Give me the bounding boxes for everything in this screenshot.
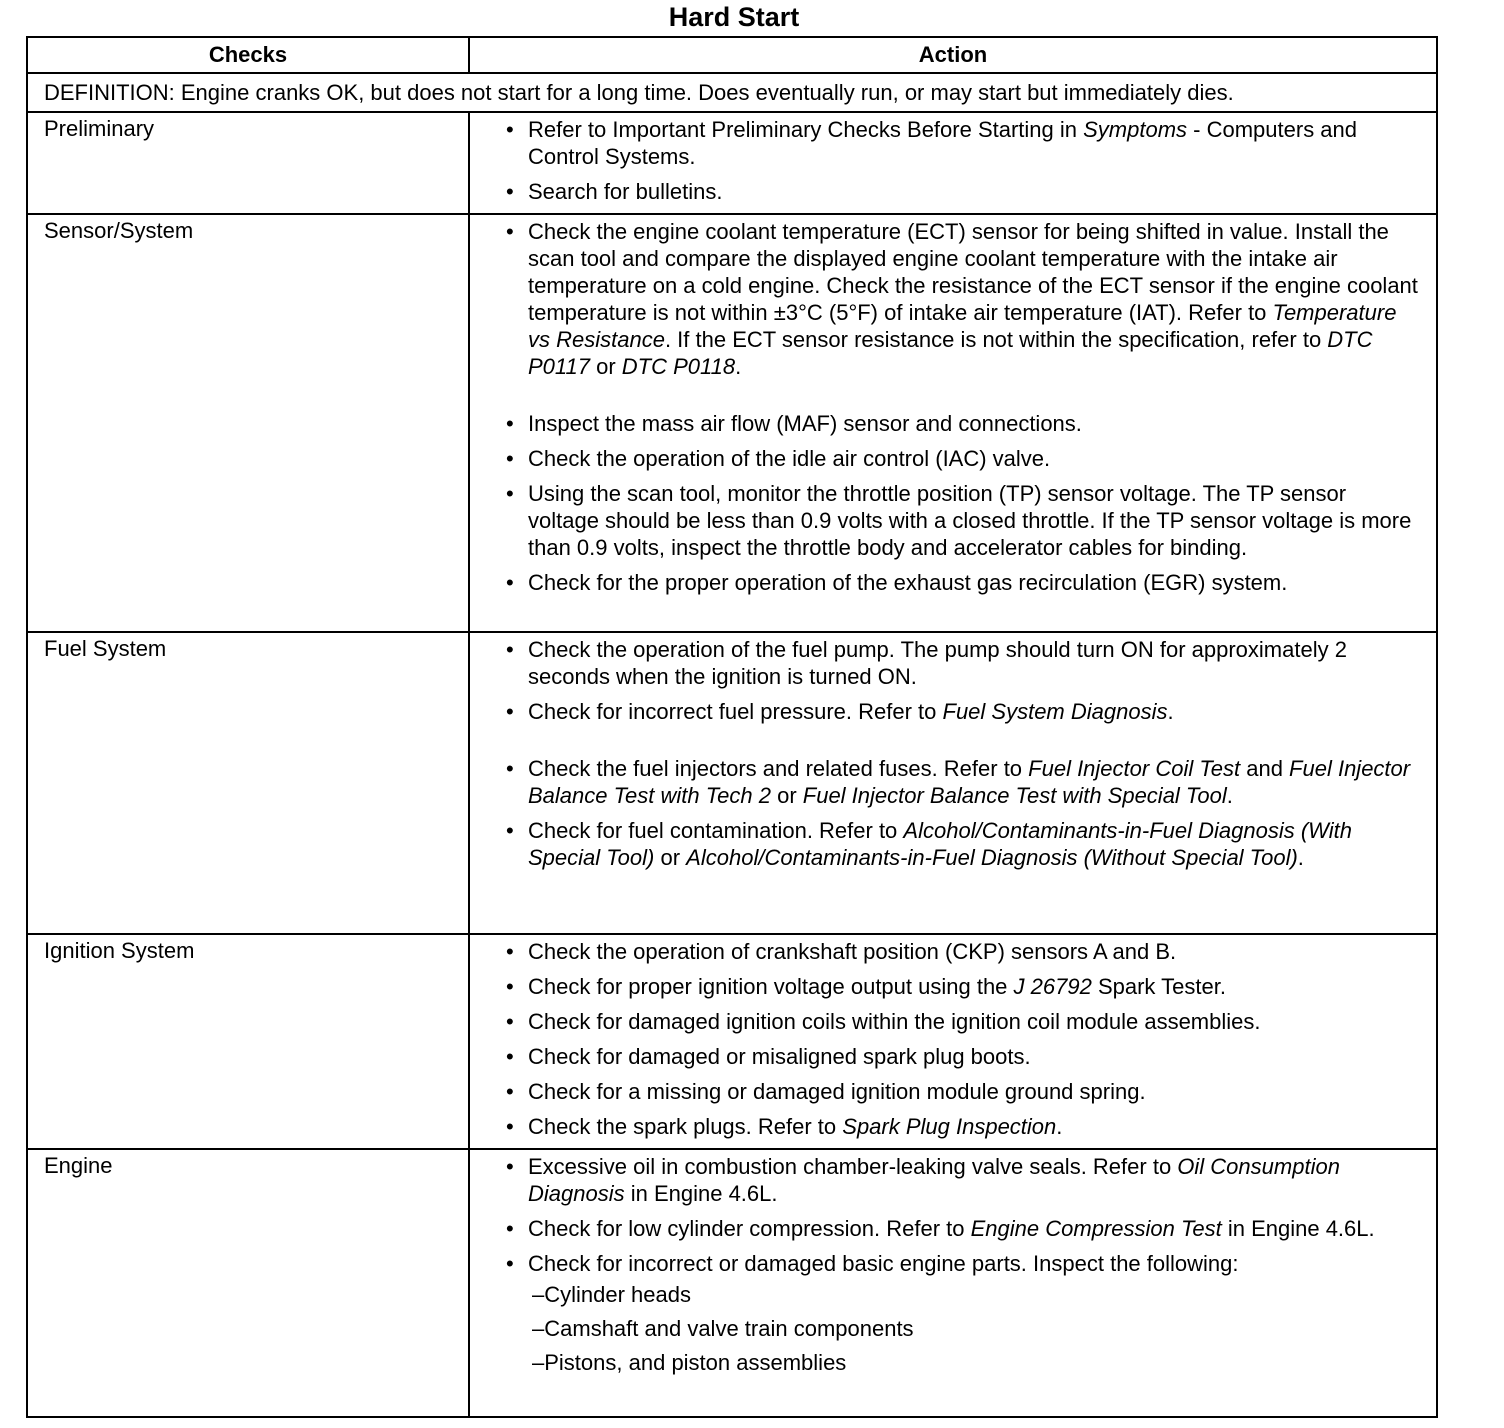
list-item: • Check the operation of the fuel pump. The pump should turn ON for approximately 2 seconds when the ignition is turned ON. xyxy=(502,636,1420,690)
list-item: • Check for damaged ignition coils within the ignition coil module assemblies. xyxy=(502,1008,1420,1035)
diagnostic-table xyxy=(26,36,1438,1418)
list-item: • Check for incorrect fuel pressure. Refer to Fuel System Diagnosis. xyxy=(502,698,1420,725)
list-item: • Search for bulletins. xyxy=(502,178,1420,205)
table-row xyxy=(27,112,1437,214)
check-label-ignition-system: Ignition System xyxy=(27,934,469,1149)
list-item: • Refer to Important Preliminary Checks Before Starting in Symptoms - Computers and Control Systems. xyxy=(502,116,1420,170)
list-item: • Check for low cylinder compression. Refer to Engine Compression Test in Engine 4.6L. xyxy=(502,1215,1420,1242)
check-label-engine: Engine xyxy=(27,1149,469,1417)
list-item: • Check the fuel injectors and related fuses. Refer to Fuel Injector Coil Test and Fuel Injector Balance Test with Tech 2 or Fuel Injector Balance Test with Special Tool. xyxy=(502,755,1420,809)
sub-list-item: – Camshaft and valve train components xyxy=(532,1315,1420,1342)
sub-list-item: – Cylinder heads xyxy=(532,1281,1420,1308)
list-item: • Check the operation of the idle air control (IAC) valve. xyxy=(502,445,1420,472)
definition-text: DEFINITION: Engine cranks OK, but does not start for a long time. Does eventually run, or may start but immediately dies. xyxy=(27,73,1437,112)
list-item: • Inspect the mass air flow (MAF) sensor and connections. xyxy=(502,410,1420,437)
check-label-sensor-system: Sensor/System xyxy=(27,214,469,632)
list-item: • Check the engine coolant temperature (ECT) sensor for being shifted in value. Install the scan tool and compare the displayed engine coolant temperature with the intake air temperature on a cold engine. Check the resistance of the ECT sensor if the engine coolant temperature is not within ±3°C (5°F) of intake air temperature (IAT). Refer to Temperature vs Resistance. If the ECT sensor resistance is not within the specification, refer to DTC P0117 or DTC P0118. xyxy=(502,218,1420,380)
table-row xyxy=(27,632,1437,934)
action-cell-engine xyxy=(469,1149,1437,1417)
list-item: • Check for damaged or misaligned spark plug boots. xyxy=(502,1043,1420,1070)
definition-row xyxy=(27,73,1437,112)
table-row xyxy=(27,934,1437,1149)
list-item: • Check for the proper operation of the exhaust gas recirculation (EGR) system. xyxy=(502,569,1420,596)
action-cell-ignition-system xyxy=(469,934,1437,1149)
table-row xyxy=(27,214,1437,632)
page-title: Hard Start xyxy=(668,2,800,32)
list-item: • Using the scan tool, monitor the throttle position (TP) sensor voltage. The TP sensor voltage should be less than 0.9 volts with a closed throttle. If the TP sensor voltage is more than 0.9 volts, inspect the throttle body and accelerator cables for binding. xyxy=(502,480,1420,561)
list-item: • Check for a missing or damaged ignition module ground spring. xyxy=(502,1078,1420,1105)
column-header-checks: Checks xyxy=(27,37,469,73)
list-item: • Check the spark plugs. Refer to Spark Plug Inspection. xyxy=(502,1113,1420,1140)
list-item: • Excessive oil in combustion chamber-leaking valve seals. Refer to Oil Consumption Diagnosis in Engine 4.6L. xyxy=(502,1153,1420,1207)
list-item: • Check for incorrect or damaged basic engine parts. Inspect the following: – Cylinder heads – Camshaft and valve train components – Pistons, and piston assemblies xyxy=(502,1250,1420,1376)
check-label-fuel-system: Fuel System xyxy=(27,632,469,934)
list-item: • Check the operation of crankshaft position (CKP) sensors A and B. xyxy=(502,938,1420,965)
action-cell-fuel-system xyxy=(469,632,1437,934)
table-row xyxy=(27,1149,1437,1417)
check-label-preliminary: Preliminary xyxy=(27,112,469,214)
table-header-row xyxy=(27,37,1437,73)
action-cell-preliminary xyxy=(469,112,1437,214)
column-header-action: Action xyxy=(469,37,1437,73)
list-item: • Check for fuel contamination. Refer to Alcohol/Contaminants-in-Fuel Diagnosis (With Special Tool) or Alcohol/Contaminants-in-Fuel Diagnosis (Without Special Tool). xyxy=(502,817,1420,871)
action-cell-sensor-system xyxy=(469,214,1437,632)
sub-list-item: – Pistons, and piston assemblies xyxy=(532,1349,1420,1376)
list-item: • Check for proper ignition voltage output using the J 26792 Spark Tester. xyxy=(502,973,1420,1000)
